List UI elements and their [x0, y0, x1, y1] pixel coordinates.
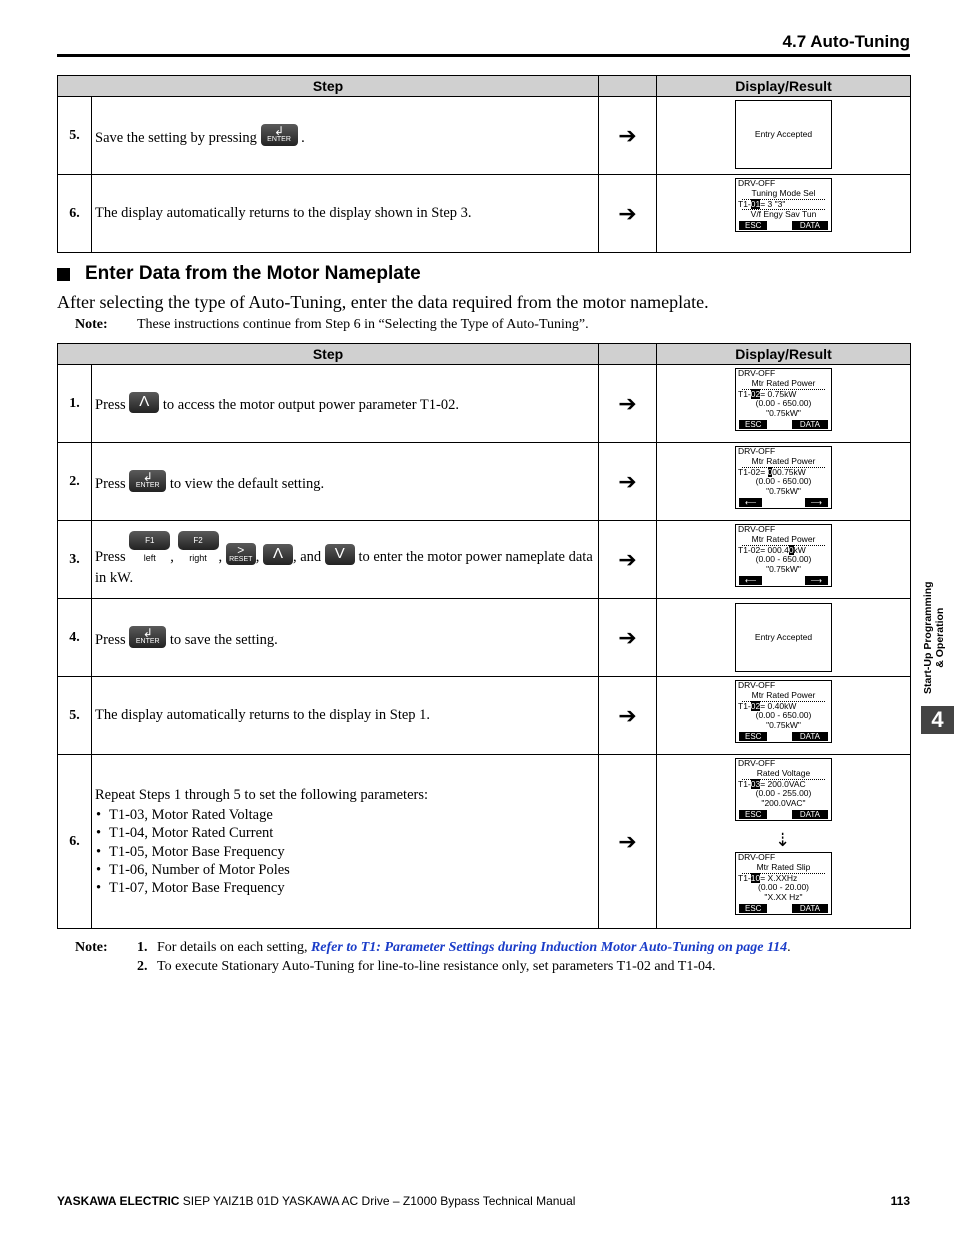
lcd-range: (0.00 - 255.00)	[755, 788, 812, 799]
lcd-range: (0.00 - 650.00)	[755, 398, 812, 409]
lcd-display	[735, 368, 832, 431]
down-arrow-icon: ⇣	[775, 830, 791, 851]
result-arrow-icon: ➔	[599, 599, 657, 677]
note-text: To execute Stationary Auto-Tuning for line-to-line resistance only, set parameters T1-02 and T1-04.	[157, 959, 716, 974]
footer-doc-title: YASKAWA ELECTRIC SIEP YAIZ1B 01D YASKAWA AC Drive – Z1000 Bypass Technical Manual	[57, 1194, 576, 1208]
step-text-before: Save the setting by pressing	[95, 129, 257, 146]
steps-table-2	[57, 343, 911, 929]
note-label: Note:	[75, 940, 108, 955]
column-header-arrow	[599, 344, 657, 365]
column-header-display: Display/Result	[657, 344, 911, 365]
lcd-param-line: T1-02= 0.75kW	[738, 388, 797, 399]
column-header-step: Step	[58, 76, 599, 97]
lcd-title: Mtr Rated Power	[751, 689, 816, 700]
lcd-param-line: T1-03= 200.0VAC	[738, 778, 806, 789]
step-text-body: to view the default setting.	[169, 475, 325, 492]
lcd-default: "X.XX Hz"	[764, 892, 803, 903]
note-label: Note:	[75, 317, 108, 332]
steps-table-1	[57, 75, 911, 253]
lcd-title: Mtr Rated Power	[751, 377, 816, 388]
f2-key-icon: F2 right	[178, 531, 219, 569]
press-text: Press	[95, 631, 126, 648]
lcd-default: "0.75kW"	[766, 486, 801, 497]
lcd-display	[735, 680, 832, 743]
list-item: • T1-04, Motor Rated Current	[109, 824, 595, 842]
step-text	[92, 599, 599, 677]
page-number: 113	[890, 1194, 910, 1208]
table-row	[58, 599, 911, 677]
lcd-display	[735, 178, 832, 232]
display-cell	[657, 97, 911, 175]
lcd-esc-label: ESC	[739, 420, 767, 429]
column-header-display: Display/Result	[657, 76, 911, 97]
step-text: The display automatically returns to the display shown in Step 3.	[92, 175, 599, 253]
lcd-param-line: T1-02= 0.40kW	[738, 700, 797, 711]
lcd-status: DRV-OFF	[738, 446, 776, 456]
lcd-param-line: T1-02= 000.40kW	[738, 544, 806, 555]
step-number: 5.	[58, 97, 92, 175]
list-item: • T1-06, Number of Motor Poles	[109, 861, 595, 879]
result-arrow-icon: ➔	[599, 443, 657, 521]
lcd-esc-label: ESC	[739, 810, 767, 819]
lcd-left-arrow-icon: ⟵	[739, 576, 762, 585]
lcd-esc-label: ESC	[739, 904, 767, 913]
lcd-param-line: T1-02= 000.75kW	[738, 466, 806, 477]
page-header-title: 4.7 Auto-Tuning	[782, 32, 910, 51]
table-row	[58, 365, 911, 443]
lcd-data-label: DATA	[792, 221, 828, 230]
lcd-status: DRV-OFF	[738, 852, 776, 862]
lcd-display	[735, 603, 832, 672]
step-number: 3.	[58, 521, 92, 599]
up-arrow-key-icon: Λ	[129, 392, 159, 413]
press-text: Press	[95, 475, 126, 492]
table-row	[58, 677, 911, 755]
display-cell	[657, 677, 911, 755]
header-rule	[57, 54, 910, 57]
step-text: The display automatically returns to the display in Step 1.	[92, 677, 599, 755]
lcd-display	[735, 446, 832, 509]
notes-block	[75, 938, 791, 976]
table-row	[58, 521, 911, 599]
lcd-title: Tuning Mode Sel	[751, 187, 816, 198]
lcd-param-line: T1-01= 3 "3"	[738, 198, 786, 209]
lcd-default: "0.75kW"	[766, 564, 801, 575]
step-text	[92, 755, 599, 929]
lcd-left-arrow-icon: ⟵	[739, 498, 762, 507]
lcd-status: DRV-OFF	[738, 368, 776, 378]
cross-reference-link[interactable]: Refer to T1: Parameter Settings during Induction Motor Auto-Tuning on page 114	[310, 940, 788, 955]
step-text-body: to save the setting.	[169, 631, 278, 648]
step-text-after: .	[301, 129, 305, 146]
step-number: 4.	[58, 599, 92, 677]
press-text: Press	[95, 549, 126, 566]
display-cell	[657, 175, 911, 253]
up-arrow-key-icon: Λ	[263, 544, 293, 565]
table-row	[58, 755, 911, 929]
result-arrow-icon: ➔	[599, 755, 657, 929]
lcd-status: DRV-OFF	[738, 680, 776, 690]
section-title: Enter Data from the Motor Nameplate	[85, 263, 421, 284]
lcd-param-line: T1-10= X.XXHz	[738, 872, 798, 883]
result-arrow-icon: ➔	[599, 677, 657, 755]
result-arrow-icon: ➔	[599, 175, 657, 253]
enter-key-icon: ↲ ENTER	[129, 626, 166, 648]
table-row	[58, 175, 911, 253]
lcd-default: "0.75kW"	[766, 720, 801, 731]
lcd-title: Rated Voltage	[756, 767, 811, 778]
display-cell	[657, 443, 911, 521]
lcd-data-label: DATA	[792, 420, 828, 429]
table-row	[58, 97, 911, 175]
lcd-line3: V/f Engy Sav Tun	[750, 209, 817, 220]
step-text	[92, 97, 599, 175]
lcd-right-arrow-icon: ⟶	[805, 576, 828, 585]
chapter-side-label: Start-Up Programming & Operation	[922, 581, 946, 694]
lcd-display	[735, 100, 832, 169]
down-arrow-key-icon: V	[325, 544, 355, 565]
display-cell	[657, 365, 911, 443]
result-arrow-icon: ➔	[599, 97, 657, 175]
table-row	[58, 443, 911, 521]
step-text-body: to enter the motor power nameplate data in kW.	[95, 549, 593, 587]
display-cell	[657, 521, 911, 599]
lcd-display	[735, 852, 832, 915]
lcd-accepted-text: Entry Accepted	[754, 128, 813, 139]
lcd-display	[735, 758, 832, 821]
note-number: 2.	[137, 959, 148, 974]
lcd-default: "200.0VAC"	[761, 798, 806, 809]
step-text-body: to access the motor output power parameter T1-02.	[162, 397, 459, 414]
lcd-status: DRV-OFF	[738, 178, 776, 188]
lcd-range: (0.00 - 650.00)	[755, 476, 812, 487]
lcd-range: (0.00 - 20.00)	[757, 882, 810, 893]
step-text: Press F1 left , F2 right , > RESET , Λ , and V to enter the motor power nameplate data in kW.	[92, 521, 599, 599]
note-number: 1.	[137, 940, 148, 955]
lcd-data-label: DATA	[792, 732, 828, 741]
lcd-title: Mtr Rated Power	[751, 455, 816, 466]
f1-key-icon: F1 left	[129, 531, 170, 569]
step-number: 6.	[58, 175, 92, 253]
parameter-list	[95, 806, 595, 897]
step-number: 1.	[58, 365, 92, 443]
lcd-esc-label: ESC	[739, 221, 767, 230]
result-arrow-icon: ➔	[599, 521, 657, 599]
lcd-title: Mtr Rated Power	[751, 533, 816, 544]
note-line	[75, 317, 589, 333]
enter-key-icon: ↲ ENTER	[261, 124, 298, 146]
result-arrow-icon: ➔	[599, 365, 657, 443]
reset-key-icon: > RESET	[226, 543, 256, 565]
page-footer	[57, 1194, 910, 1208]
display-cell	[657, 599, 911, 677]
step-number: 6.	[58, 755, 92, 929]
list-item: • T1-05, Motor Base Frequency	[109, 843, 595, 861]
lcd-range: (0.00 - 650.00)	[755, 554, 812, 565]
lcd-default: "0.75kW"	[766, 408, 801, 419]
lcd-accepted-text: Entry Accepted	[754, 631, 813, 642]
list-item: • T1-07, Motor Base Frequency	[109, 879, 595, 897]
intro-paragraph: After selecting the type of Auto-Tuning, enter the data required from the motor nameplate.	[57, 292, 709, 312]
lcd-status: DRV-OFF	[738, 524, 776, 534]
note-text: For details on each setting, Refer to T1: Parameter Settings during Induction Motor Auto-Tuning on page 114.	[157, 940, 791, 955]
lcd-right-arrow-icon: ⟶	[805, 498, 828, 507]
lcd-status: DRV-OFF	[738, 758, 776, 768]
section-heading	[57, 263, 421, 285]
lcd-data-label: DATA	[792, 810, 828, 819]
step-number: 2.	[58, 443, 92, 521]
enter-key-icon: ↲ ENTER	[129, 470, 166, 492]
step-text	[92, 443, 599, 521]
lcd-esc-label: ESC	[739, 732, 767, 741]
lcd-title: Mtr Rated Slip	[756, 861, 811, 872]
heading-bullet-icon	[57, 268, 70, 281]
lcd-data-label: DATA	[792, 904, 828, 913]
press-text: Press	[95, 397, 126, 414]
column-header-arrow	[599, 76, 657, 97]
step-number: 5.	[58, 677, 92, 755]
note-text: These instructions continue from Step 6 in “Selecting the Type of Auto-Tuning”.	[137, 317, 589, 332]
list-item: • T1-03, Motor Rated Voltage	[109, 806, 595, 824]
column-header-step: Step	[58, 344, 599, 365]
display-cell	[657, 755, 911, 929]
lcd-display	[735, 524, 832, 587]
step-text-body: Repeat Steps 1 through 5 to set the following parameters:	[95, 787, 429, 804]
step-text	[92, 365, 599, 443]
lcd-range: (0.00 - 650.00)	[755, 710, 812, 721]
chapter-tab[interactable]: 4	[921, 706, 954, 734]
